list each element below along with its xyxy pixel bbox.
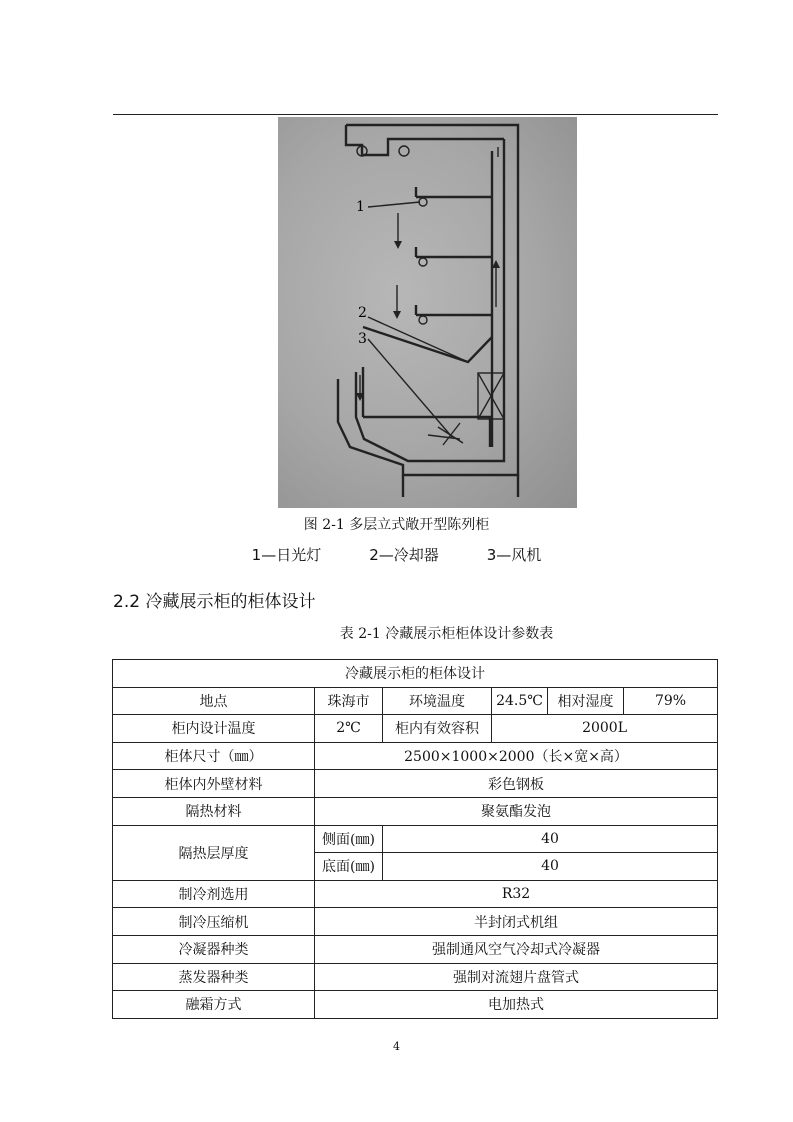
table-row [113,825,718,853]
compressor-value: 半封闭式机组 [315,908,718,936]
table-row [113,963,718,991]
table-header: 冷藏展示柜的柜体设计 [113,660,718,688]
size-label: 柜体尺寸（㎜） [113,742,315,770]
size-value: 2500×1000×2000（长×宽×高） [315,742,718,770]
defrost-label: 融霜方式 [113,991,315,1019]
evaporator-label: 蒸发器种类 [113,963,315,991]
legend-item-fan: 3—风机 [486,546,542,564]
condenser-value: 强制通风空气冷却式冷凝器 [315,935,718,963]
ambient-temp-label: 环境温度 [383,687,492,715]
table-row [113,770,718,798]
side-label: 侧面(㎜) [315,825,383,853]
cabinet-diagram [278,117,577,508]
side-value: 40 [383,825,718,853]
legend-item-cooler: 2—冷却器 [369,546,439,564]
bottom-label: 底面(㎜) [315,853,383,881]
wall-material-label: 柜体内外壁材料 [113,770,315,798]
figure-caption: 图 2-1 多层立式敞开型陈列柜 [303,517,490,533]
ambient-temp-value: 24.5℃ [492,687,548,715]
header-rule [113,114,718,115]
figure-legend [0,544,793,565]
thickness-label: 隔热层厚度 [113,825,315,880]
location-value: 珠海市 [315,687,383,715]
callout-2: 2 [358,305,367,321]
wall-material-value: 彩色钢板 [315,770,718,798]
table-row [113,935,718,963]
legend-item-lamp: 1—日光灯 [251,546,322,564]
table-row [113,742,718,770]
table-row [113,715,718,743]
refrigerant-value: R32 [315,880,718,908]
defrost-value: 电加热式 [315,991,718,1019]
inner-temp-label: 柜内设计温度 [113,715,315,743]
volume-value: 2000L [492,715,718,743]
bottom-value: 40 [383,853,718,881]
volume-label: 柜内有效容积 [383,715,492,743]
humidity-label: 相对湿度 [548,687,624,715]
table-caption: 表 2-1 冷藏展示柜柜体设计参数表 [339,626,554,642]
section-title: 2.2 冷藏展示柜的柜体设计 [113,592,316,612]
table-row [113,908,718,936]
refrigerant-label: 制冷剂选用 [113,880,315,908]
callout-1: 1 [356,199,365,215]
inner-temp-value: 2℃ [315,715,383,743]
insulation-label: 隔热材料 [113,797,315,825]
humidity-value: 79% [624,687,718,715]
page-number: 4 [393,1040,400,1053]
table-row [113,880,718,908]
evaporator-value: 强制对流翅片盘管式 [315,963,718,991]
insulation-value: 聚氨酯发泡 [315,797,718,825]
cabinet-parameters-table [112,659,718,1019]
location-label: 地点 [113,687,315,715]
table-row [113,687,718,715]
table-row [113,991,718,1019]
condenser-label: 冷凝器种类 [113,935,315,963]
table-row [113,660,718,688]
compressor-label: 制冷压缩机 [113,908,315,936]
callout-3: 3 [358,331,367,347]
display-cabinet-figure [278,117,577,508]
table-row [113,797,718,825]
